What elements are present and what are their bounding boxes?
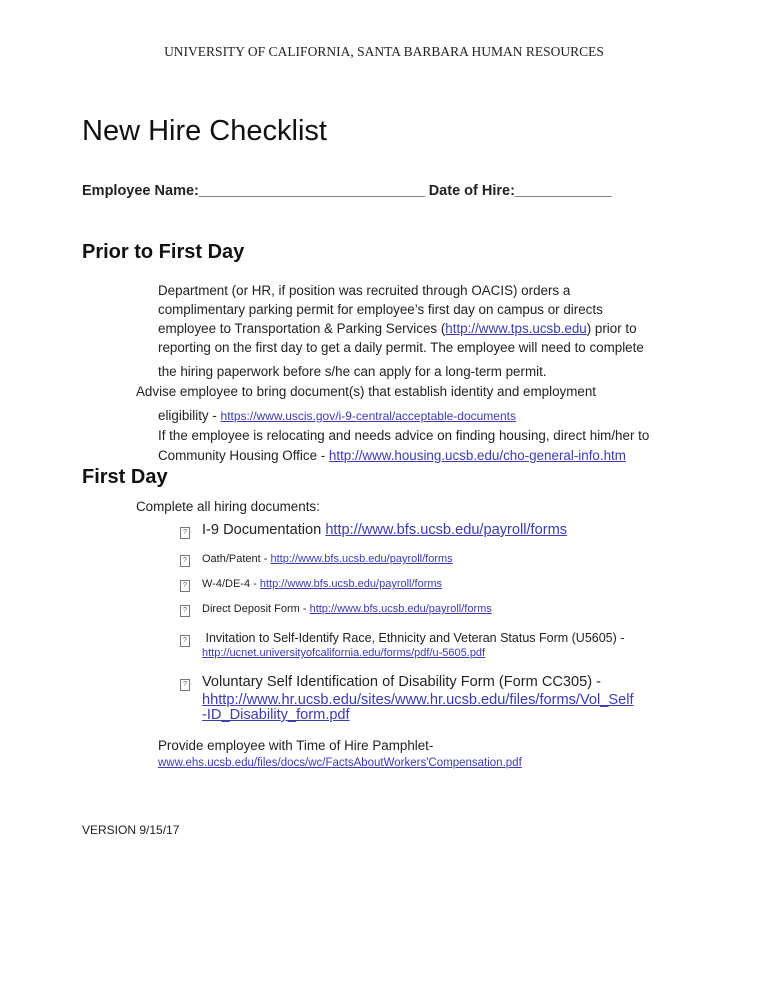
- pamphlet-text: Provide employee with Time of Hire Pamphlet-: [158, 738, 434, 753]
- date-of-hire-label: Date of Hire:: [428, 183, 515, 199]
- prior-heading: Prior to First Day: [82, 241, 245, 263]
- item-link[interactable]: http://www.bfs.ucsb.edu/payroll/forms: [259, 578, 443, 590]
- checkbox-icon[interactable]: ?: [180, 635, 190, 647]
- item-link[interactable]: hhttp://www.hr.ucsb.edu/sites/www.hr.ucsb.edu/files/forms/Vol_Self: [202, 692, 634, 708]
- item-link[interactable]: http://www.bfs.ucsb.edu/payroll/forms: [270, 553, 453, 565]
- text-line: reporting on the first day to get a daily permit. The employee will need to complete: [158, 340, 644, 355]
- version-label: VERSION 9/15/17: [82, 823, 180, 837]
- checklist-item: [180, 522, 567, 540]
- pamphlet-link[interactable]: www.ehs.ucsb.edu/files/docs/wc/FactsAboutWorkers'Compensation.pdf: [158, 757, 522, 769]
- text: employee to Transportation & Parking Services (: [158, 321, 446, 336]
- first-day-heading: First Day: [82, 466, 168, 488]
- item-link[interactable]: http://www.bfs.ucsb.edu/payroll/forms: [309, 603, 492, 615]
- item-label: Voluntary Self Identification of Disability Form (Form CC305) -: [202, 674, 602, 690]
- item-label: I-9 Documentation: [202, 522, 326, 538]
- item-link[interactable]: http://www.bfs.ucsb.edu/payroll/forms: [325, 522, 568, 538]
- text-line: [158, 408, 516, 424]
- text-line: [158, 448, 626, 464]
- checkbox-icon[interactable]: ?: [180, 527, 190, 539]
- tps-link[interactable]: http://www.tps.ucsb.edu: [445, 321, 587, 336]
- text: Community Housing Office -: [158, 448, 329, 463]
- checkbox-icon[interactable]: ?: [180, 555, 190, 567]
- checklist-item: [180, 578, 442, 592]
- item-label: Direct Deposit Form -: [202, 603, 310, 615]
- date-of-hire-blank[interactable]: ____________: [514, 183, 612, 199]
- item-link-continued[interactable]: -ID_Disability_form.pdf: [202, 707, 350, 723]
- text-line: [158, 321, 637, 337]
- checkbox-icon[interactable]: ?: [180, 679, 190, 691]
- text-line: the hiring paperwork before s/he can apply for a long-term permit.: [158, 364, 547, 379]
- item-link[interactable]: http://ucnet.universityofcalifornia.edu/forms/pdf/u-5605.pdf: [202, 647, 486, 659]
- item-label: Invitation to Self-Identify Race, Ethnicity and Veteran Status Form (U5605) -: [202, 631, 625, 645]
- uscis-link[interactable]: https://www.uscis.gov/i-9-central/acceptable-documents: [220, 409, 516, 423]
- employee-fields: [82, 183, 612, 200]
- checklist-item: [180, 631, 624, 647]
- housing-link[interactable]: http://www.housing.ucsb.edu/cho-general-info.htm: [328, 448, 626, 463]
- employee-name-label: Employee Name:: [82, 183, 199, 199]
- text: eligibility -: [158, 408, 221, 423]
- page-title: New Hire Checklist: [82, 115, 327, 147]
- item-label: W-4/DE-4 -: [202, 578, 260, 590]
- employee-name-blank[interactable]: ____________________________: [198, 183, 425, 199]
- checklist-item: [180, 553, 453, 567]
- text-line: Department (or HR, if position was recruited through OACIS) orders a: [158, 283, 571, 298]
- text-line: If the employee is relocating and needs advice on finding housing, direct him/her to: [158, 428, 650, 443]
- checklist-item: [180, 603, 492, 617]
- text: ) prior to: [586, 321, 637, 336]
- page-header: UNIVERSITY OF CALIFORNIA, SANTA BARBARA HUMAN RESOURCES: [164, 44, 604, 59]
- checkbox-icon[interactable]: ?: [180, 605, 190, 617]
- checklist-item: [180, 674, 601, 692]
- text-line: Advise employee to bring document(s) that establish identity and employment: [136, 384, 596, 399]
- item-label: Oath/Patent -: [202, 553, 271, 565]
- checkbox-icon[interactable]: ?: [180, 580, 190, 592]
- first-day-intro: Complete all hiring documents:: [136, 499, 320, 514]
- text-line: complimentary parking permit for employee’s first day on campus or directs: [158, 302, 603, 317]
